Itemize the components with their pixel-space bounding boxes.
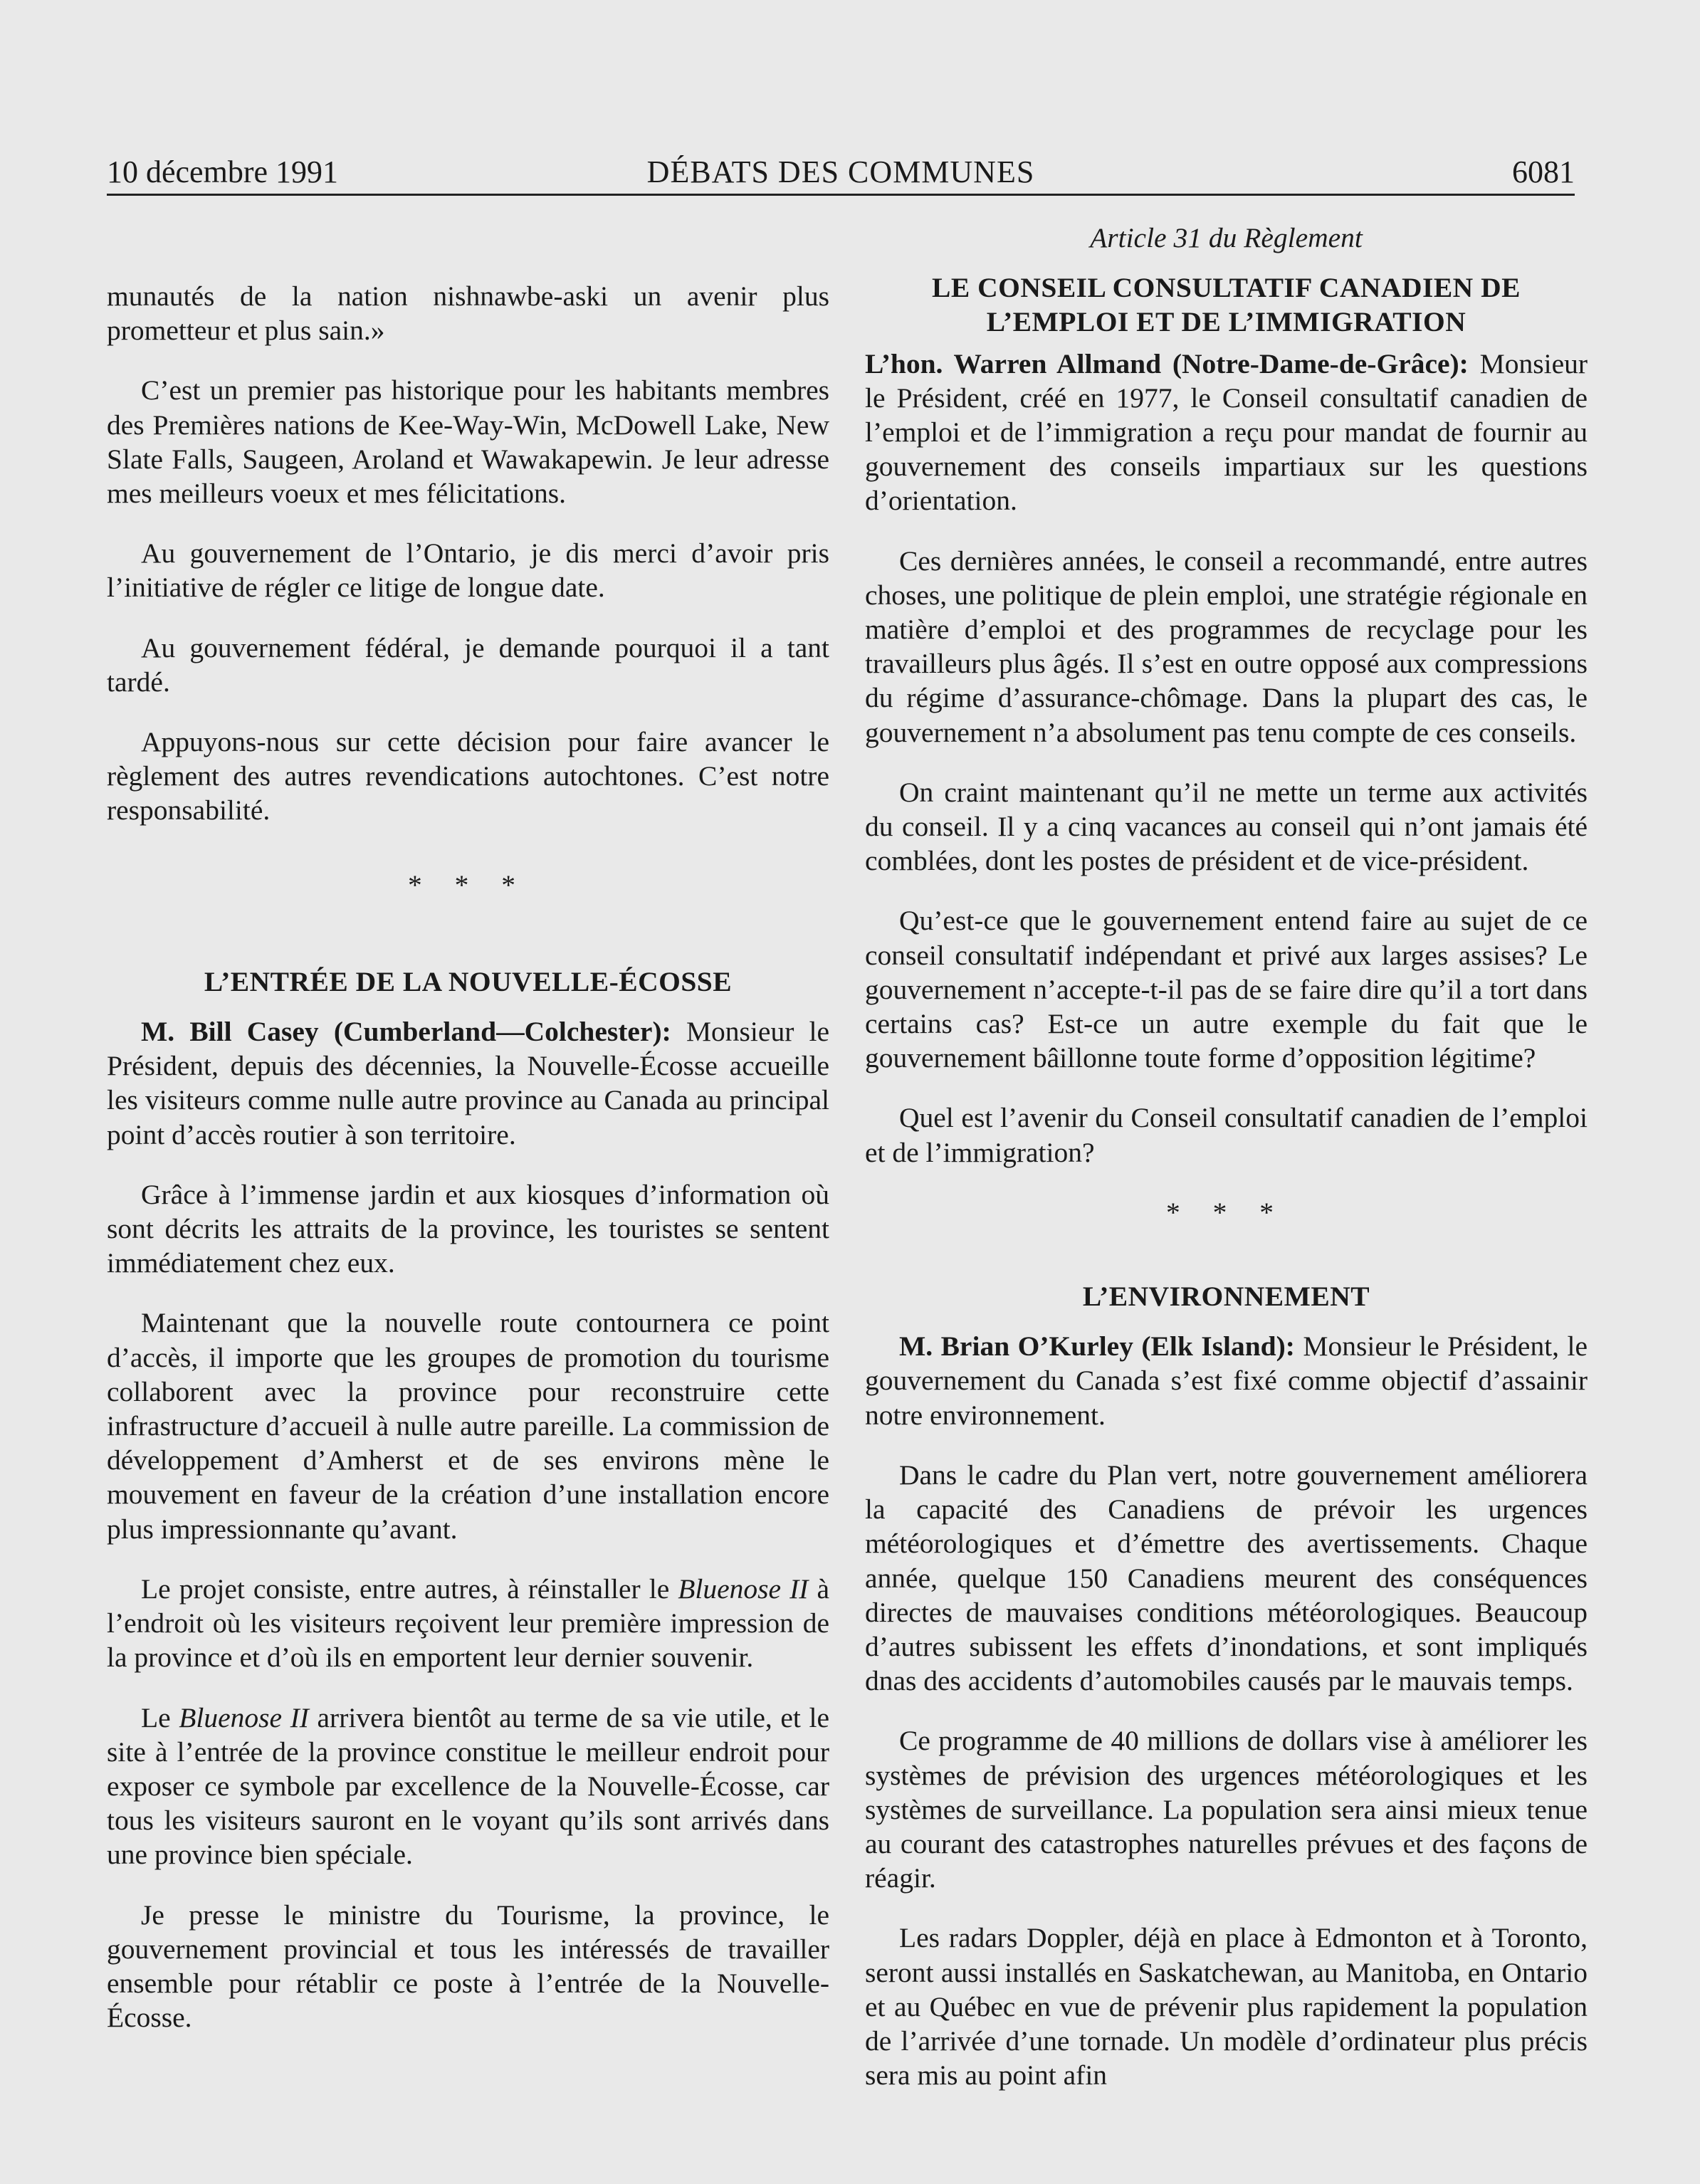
paragraph	[107, 1701, 829, 1872]
text-run: Le	[141, 1701, 179, 1733]
speech-text: Monsieur le Président, créé en 1977, le Conseil consultatif canadien de l’emploi et de l’immigration a reçu pour mandat de fournir au gouvernement des conseils impartiaux sur les questions d’orientation.	[865, 347, 1588, 517]
speech-paragraph	[865, 347, 1588, 518]
speech-paragraph	[865, 1329, 1588, 1432]
paragraph: Grâce à l’immense jardin et aux kiosques d’information où sont décrits les attraits de la province, les touristes se sentent immédiatement chez eux.	[107, 1178, 829, 1279]
left-column	[107, 279, 829, 2060]
paragraph: Maintenant que la nouvelle route contournera ce point d’accès, il importe que les groupes de promotion du tourisme collaborent avec la province pour reconstruire cette infrastructure d’accueil à nulle autre pareille. La commission de développement d’Amherst et de ses environs mène le mouvement en faveur de la création d’une installation encore plus impressionnante qu’avant.	[107, 1307, 829, 1545]
text-run: à l’endroit où les visiteurs reçoivent leur première impression de la province et d’où ils en emportent leur dernier souvenir.	[107, 1573, 829, 1674]
paragraph	[107, 1572, 829, 1675]
paragraph: munautés de la nation nishnawbe-aski un avenir plus prometteur et plus sain.»	[107, 280, 829, 347]
paragraph: Dans le cadre du Plan vert, notre gouvernement améliorera la capacité des Canadiens de prévoir les urgences météorologiques et d’émettre des avertissements. Chaque année, quelque 150 Canadiens meurent des conséquences directes de mauvaises conditions météorologiques. Beaucoup d’autres subissent les effets d’inondations, et sont impliqués dnas des accidents d’automobiles causés par le mauvais temps.	[865, 1459, 1588, 1697]
header-page-number: 6081	[1512, 154, 1575, 189]
header-date: 10 décembre 1991	[107, 154, 338, 189]
ship-name: Bluenose II	[678, 1573, 809, 1605]
speech-text: Monsieur le Président, depuis des décennies, la Nouvelle-Écosse accueille les visiteurs comme nulle autre province au Canada au principal point d’accès routier à son territoire.	[107, 1016, 830, 1150]
paragraph: Au gouvernement fédéral, je demande pourquoi il a tant tardé.	[107, 631, 829, 698]
section-subheading: Article 31 du Règlement	[1090, 222, 1363, 253]
paragraph: Quel est l’avenir du Conseil consultatif canadien de l’emploi et de l’immigration?	[865, 1102, 1588, 1168]
paragraph: Ce programme de 40 millions de dollars vise à améliorer les systèmes de prévision des urgences météorologiques et les systèmes de surveillance. La population sera ainsi mieux tenue au courant des catastrophes naturelles prévues et des façons de réagir.	[865, 1725, 1588, 1894]
paragraph: C’est un premier pas historique pour les habitants membres des Premières nations de Kee-Way-Win, McDowell Lake, New Slate Falls, Saugeen, Aroland et Wawakapewin. Je leur adresse mes meilleurs voeux et mes félicitations.	[107, 374, 829, 510]
text-run: Le projet consiste, entre autres, à réinstaller le	[141, 1573, 678, 1605]
section-heading: L’ENVIRONNEMENT	[1082, 1281, 1370, 1313]
speaker-name: M. Brian O’Kurley (Elk Island):	[899, 1330, 1295, 1363]
right-column	[865, 221, 1588, 2118]
speech-paragraph	[107, 1014, 829, 1152]
section-separator: * * *	[408, 868, 528, 901]
section-heading: L’ENTRÉE DE LA NOUVELLE-ÉCOSSE	[204, 965, 733, 997]
section-heading: L’EMPLOI ET DE L’IMMIGRATION	[986, 306, 1466, 338]
ship-name: Bluenose II	[179, 1701, 309, 1733]
paragraph: On craint maintenant qu’il ne mette un terme aux activités du conseil. Il y a cinq vacances au conseil qui n’ont jamais été comblées, dont les postes de président et de vice-président.	[865, 776, 1588, 877]
speaker-name: M. Bill Casey (Cumberland—Colchester):	[141, 1016, 671, 1048]
paragraph: Appuyons-nous sur cette décision pour faire avancer le règlement des autres revendications autochtones. C’est notre responsabilité.	[107, 726, 829, 826]
section-heading: LE CONSEIL CONSULTATIF CANADIEN DE	[932, 272, 1521, 304]
page-header	[107, 151, 1575, 196]
header-title: DÉBATS DES COMMUNES	[646, 154, 1035, 189]
speech-text: Monsieur le Président, le gouvernement du Canada s’est fixé comme objectif d’assainir notre environnement.	[865, 1330, 1588, 1431]
paragraph: Au gouvernement de l’Ontario, je dis merci d’avoir pris l’initiative de régler ce litige de longue date.	[107, 537, 829, 604]
section-separator: * * *	[1166, 1196, 1286, 1228]
paragraph: Je presse le ministre du Tourisme, la province, le gouvernement provincial et tous les intéressés de travailler ensemble pour rétablir ce poste à l’entrée de la Nouvelle-Écosse.	[107, 1899, 829, 2034]
paragraph: Les radars Doppler, déjà en place à Edmonton et à Toronto, seront aussi installés en Saskatchewan, au Manitoba, en Ontario et au Québec en vue de prévenir plus rapidement la population de l’arrivée d’une tornade. Un modèle d’ordinateur plus précis sera mis au point afin	[865, 1922, 1588, 2091]
paragraph: Ces dernières années, le conseil a recommandé, entre autres choses, une politique de plein emploi, une stratégie régionale en matière d’emploi et des programmes de recyclage pour les travailleurs plus âgés. Il s’est en outre opposé aux compressions du régime d’assurance-chômage. Dans la plupart des cas, le gouvernement n’a absolument pas tenu compte de ces conseils.	[865, 545, 1588, 748]
speaker-name: L’hon. Warren Allmand (Notre-Dame-de-Grâce):	[865, 347, 1469, 379]
text-run: arrivera bientôt au terme de sa vie utile, et le site à l’entrée de la province constitue le meilleur endroit pour exposer ce symbole par excellence de la Nouvelle-Écosse, car tous les visiteurs sauront en le voyant qu’ils sont arrivés dans une province bien spéciale.	[107, 1701, 829, 1871]
paragraph: Qu’est-ce que le gouvernement entend faire au sujet de ce conseil consultatif indépendant et privé aux larges assises? Le gouvernement n’accepte-t-il pas de se faire dire qu’il a tort dans certains cas? Est-ce un autre exemple du fait que le gouvernement bâillonne toute forme d’opposition légitime?	[865, 905, 1588, 1074]
